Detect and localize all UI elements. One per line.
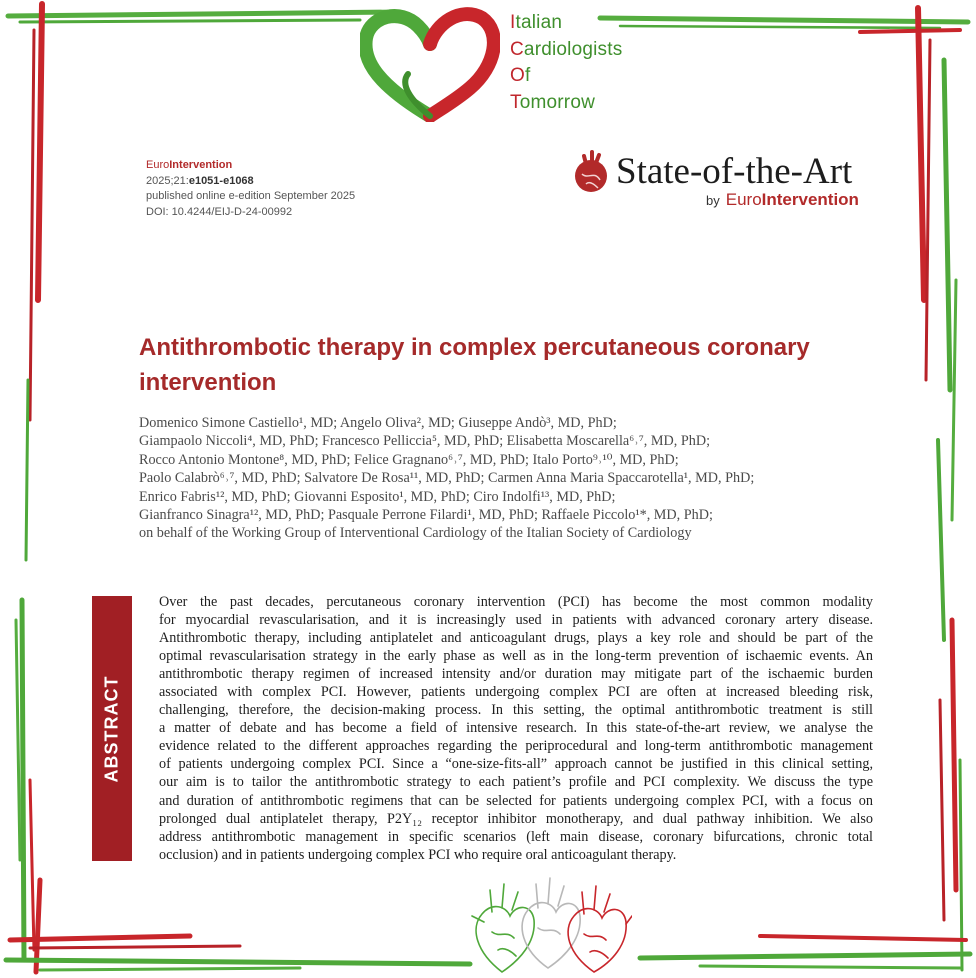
author-line: Paolo Calabrò⁶˒⁷, MD, PhD; Salvatore De Rosa¹¹, MD, PhD; Carmen Anna Maria Spaccarotella¹, MD, PhD; [139,470,755,487]
abstract-line: antithrombotic therapy regimen of increased intensity and/or duration may mitigate part of the ischaemic burden [159,666,873,683]
abstract-line: optimal revascularisation strategy in the early phase as well as in the long-term prevention of ischaemic events. An [159,648,873,665]
abstract-label: ABSTRACT [101,675,122,782]
author-line: Domenico Simone Castiello¹, MD; Angelo Oliva², MD; Giuseppe Andò³, MD, PhD; [139,415,617,431]
abstract-line: occlusion) and in patients undergoing complex PCI who require oral anticoagulant therapy. [159,846,677,863]
author-line: on behalf of the Working Group of Interventional Cardiology of the Italian Society of Cardiology [139,525,692,542]
abstract-line: a matter of debate and has become a field of intensive research. In this state-of-the-art review, we analyse the [159,720,873,737]
abstract-body [159,593,873,864]
heart-logo-icon [360,4,500,122]
state-of-the-art-byline: by EuroIntervention [706,190,859,209]
anatomical-hearts-illustration [462,872,632,978]
logo-line: Tomorrow [510,91,596,113]
journal-brand: EuroIntervention [146,159,233,171]
author-list [139,414,859,543]
abstract-line: for myocardial revascularisation, and it is increasingly used in patients with advanced coronary artery disease. [159,612,873,629]
journal-published: published online e-edition September 2025 [146,190,356,202]
logo-line: Of [510,65,531,86]
logo-line: Italian [510,12,563,33]
abstract-line: evidence related to the different approaches regarding the periprocedural and long-term antithrombotic management [159,738,873,755]
anatomical-heart-icon [572,150,610,194]
author-line: Enrico Fabris¹², MD, PhD; Giovanni Esposito¹, MD, PhD; Ciro Indolfi¹³, MD, PhD; [139,488,616,505]
author-line: Rocco Antonio Montone⁸, MD, PhD; Felice Gragnano⁶˒⁷, MD, PhD; Italo Porto⁹˒¹⁰, MD, PhD; [139,451,679,468]
state-of-the-art-badge [572,150,872,214]
journal-citation: 2025;21:e1051-e1068 [146,174,254,187]
abstract-line: Antithrombotic therapy, including antiplatelet and anticoagulant drugs, plays a key role and should be part of the [159,630,873,647]
abstract-line: associated with complex PCI. However, patients undergoing complex PCI are often at increased bleeding risk, [159,684,873,701]
logo-line: Cardiologists [510,38,623,60]
journal-doi: DOI: 10.4244/EIJ-D-24-00992 [146,205,293,218]
author-line: Giampaolo Niccoli⁴, MD, PhD; Francesco Pelliccia⁵, MD, PhD; Elisabetta Moscarella⁶˒⁷, MD, PhD; [139,433,711,450]
abstract-line: challenging, therefore, the decision-making process. In this setting, the optimal antithrombotic treatment is still [159,702,873,719]
abstract-line: address antithrombotic management in specific scenarios (left main disease, coronary bifurcations, chronic total [159,828,873,845]
logo-wordmark [510,10,622,116]
abstract-line: prolonged dual antiplatelet therapy, P2Y₁₂ receptor inhibitor monotherapy, and dual pathway inhibition. We also [159,810,873,827]
journal-meta [146,158,355,220]
article-title: Antithrombotic therapy in complex percutaneous coronary intervention [139,334,810,396]
abstract-line: and duration of antithrombotic regimens that can be selected for patients undergoing complex PCI, with a focus on [159,792,873,809]
abstract-line: our aim is to tailor the antithrombotic strategy to each patient’s profile and PCI complexity. We discuss the type [159,774,873,791]
abstract-line: of patients undergoing complex PCI. Since a “one-size-fits-all” approach cannot be justified in this clinical setting, [159,756,873,773]
author-line: Gianfranco Sinagra¹², MD, PhD; Pasquale Perrone Filardi¹, MD, PhD; Raffaele Piccolo¹*, MD, PhD; [139,507,713,524]
abstract-line: Over the past decades, percutaneous coronary intervention (PCI) has become the most common modality [159,594,873,610]
state-of-the-art-title: State-of-the-Art [616,151,853,192]
abstract-tab [92,596,132,861]
